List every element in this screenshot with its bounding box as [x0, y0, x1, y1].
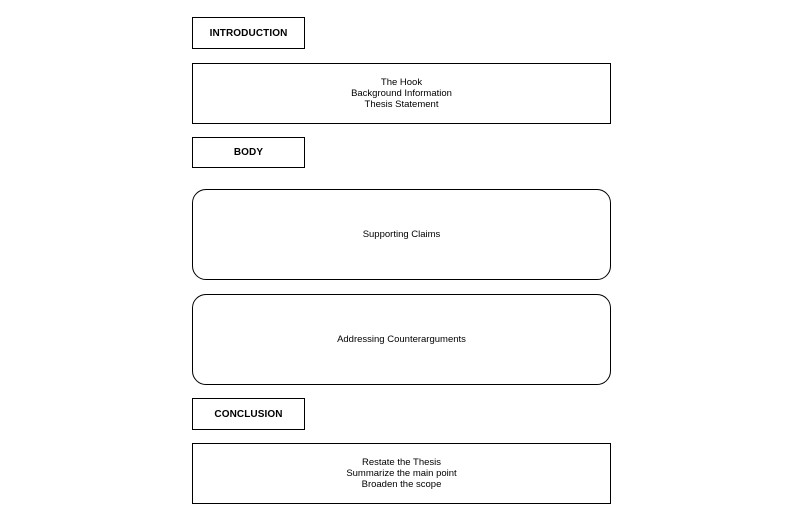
supporting-claims-box [192, 189, 611, 280]
introduction-item-hook: The Hook [380, 77, 423, 88]
conclusion-heading: CONCLUSION [192, 398, 305, 430]
introduction-content-box [192, 63, 611, 124]
introduction-item-background: Background Information [351, 88, 452, 99]
counterarguments-label: Addressing Counterarguments [337, 334, 466, 345]
introduction-item-thesis: Thesis Statement [364, 99, 439, 110]
conclusion-item-restate: Restate the Thesis [361, 457, 442, 468]
body-heading: BODY [192, 137, 305, 168]
conclusion-item-summarize: Summarize the main point [346, 468, 457, 479]
counterarguments-box [192, 294, 611, 385]
supporting-claims-label: Supporting Claims [362, 229, 441, 240]
conclusion-content-box [192, 443, 611, 504]
introduction-heading: INTRODUCTION [192, 17, 305, 49]
conclusion-item-broaden: Broaden the scope [361, 479, 442, 490]
